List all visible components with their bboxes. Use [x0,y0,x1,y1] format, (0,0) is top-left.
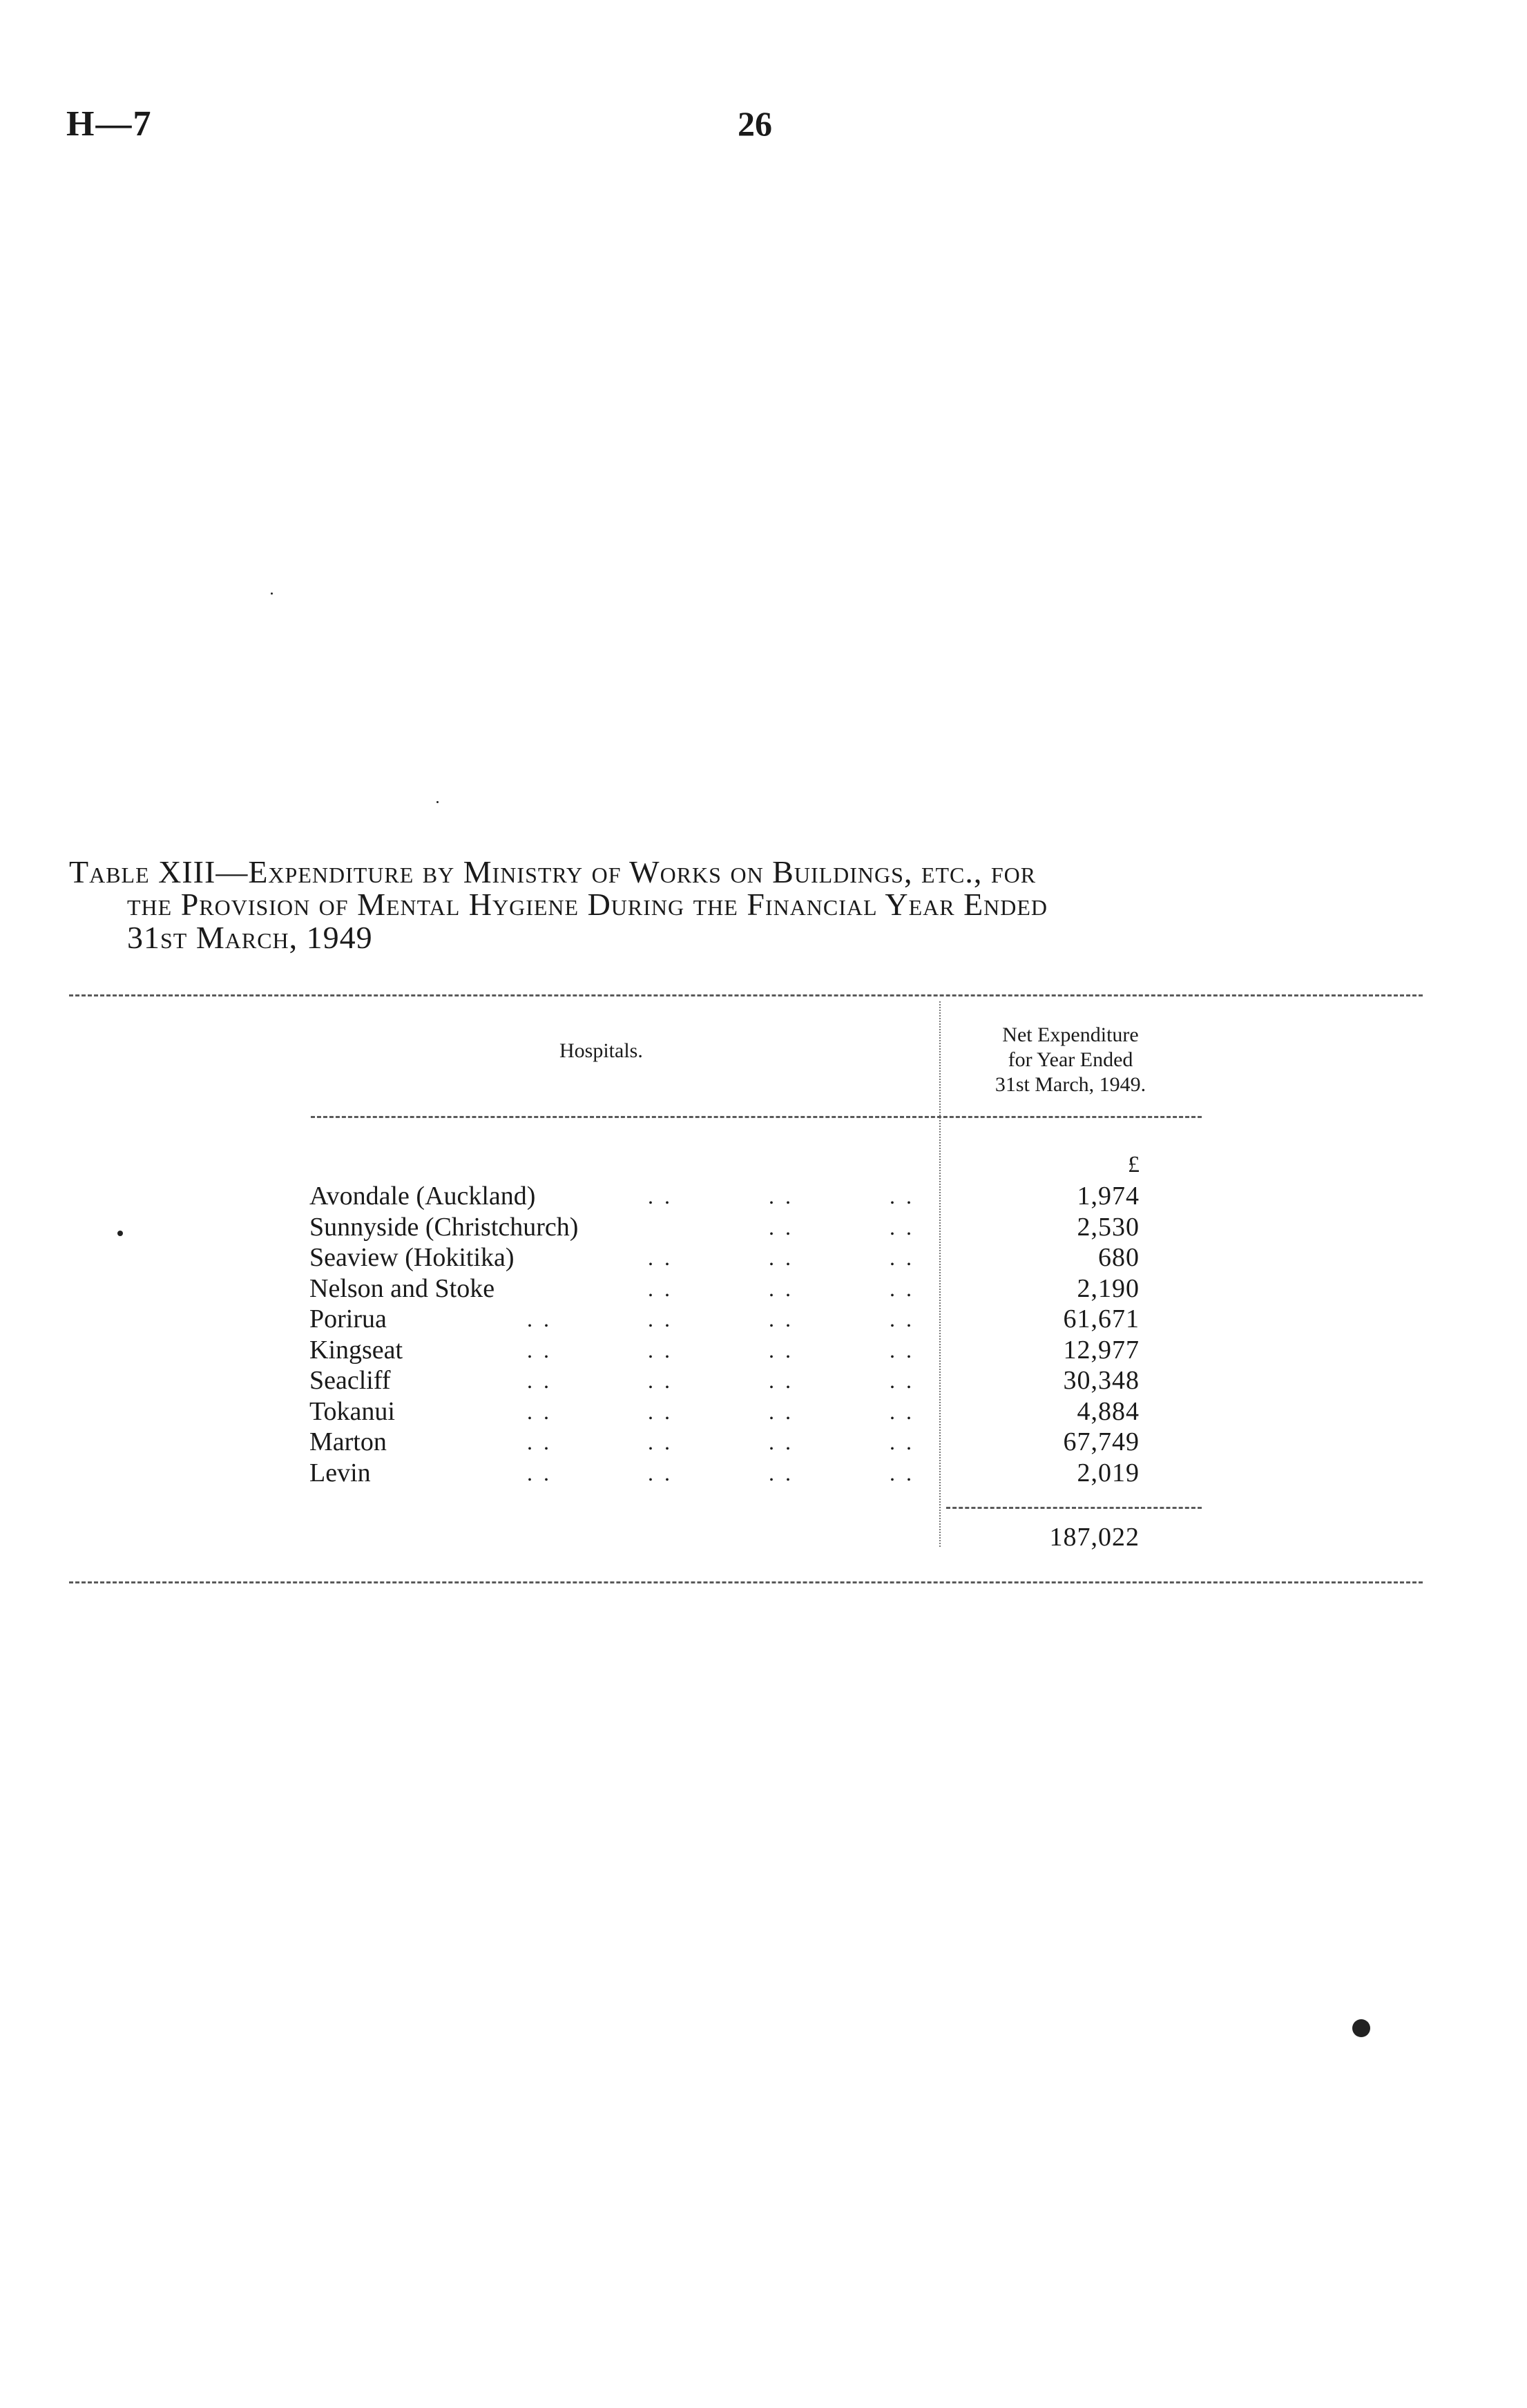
scan-speck [1352,2019,1370,2037]
table-title-line-3: 31st March, 1949 [127,920,373,955]
expenditure-amount: 680 [1098,1243,1140,1272]
expenditure-amount: 30,348 [1063,1366,1140,1395]
scan-speck [117,1231,123,1236]
table-row: Seacliff . . . . . . . . 30,348 [309,1366,1140,1395]
expenditure-amount: 2,019 [1077,1458,1140,1487]
hospital-name: Kingseat [309,1335,403,1365]
expenditure-amount: 12,977 [1063,1335,1140,1365]
hospital-name: Porirua [309,1304,387,1333]
hospital-name: Nelson and Stoke [309,1273,495,1303]
hospital-name: Marton [309,1427,387,1456]
currency-symbol: £ [1128,1152,1140,1177]
table-bottom-rule [69,1581,1423,1583]
table-row: Levin . . . . . . . . 2,019 [309,1458,1140,1487]
table-row: Sunnyside (Christchurch) . . . . 2,530 [309,1212,1140,1242]
expenditure-amount: 2,190 [1077,1273,1140,1303]
expenditure-header-line-3: 31st March, 1949. [995,1073,1146,1096]
hospital-name: Levin [309,1458,371,1487]
hospital-name: Tokanui [309,1396,395,1426]
table-row: Seaview (Hokitika) . . . . . . 680 [309,1243,1140,1272]
hospital-name: Sunnyside (Christchurch) [309,1212,579,1242]
expenditure-amount: 67,749 [1063,1427,1140,1456]
total-rule [946,1507,1202,1509]
expenditure-column-header [946,1023,1195,1097]
page-number: 26 [738,104,772,143]
hospital-name: Seacliff [309,1366,391,1395]
scan-speck [436,801,439,803]
table-row: Tokanui . . . . . . . . 4,884 [309,1396,1140,1426]
table-title-line-2: the Provision of Mental Hygiene During the Financial Year Ended [127,887,1048,922]
expenditure-amount: 1,974 [1077,1182,1140,1211]
expenditure-header-line-1: Net Expenditure [1002,1023,1139,1046]
header-bottom-rule [311,1116,1202,1118]
expenditure-amount: 4,884 [1077,1396,1140,1426]
table-title-line-1: Table XIII—Expenditure by Ministry of Works on Buildings, etc., for [69,854,1037,889]
expenditure-amount: 2,530 [1077,1212,1140,1242]
table-row: Avondale (Auckland) . . . . . . 1,974 [309,1182,1140,1211]
hospital-name: Seaview (Hokitika) [309,1243,515,1272]
document-reference: H—7 [66,104,153,144]
table-row: Porirua . . . . . . . . 61,671 [309,1304,1140,1333]
table-row: Nelson and Stoke . . . . . . 2,190 [309,1273,1140,1303]
table-row: Kingseat . . . . . . . . 12,977 [309,1335,1140,1365]
hospitals-column-header: Hospitals. [559,1039,643,1062]
expenditure-header-line-2: for Year Ended [1008,1048,1133,1071]
table-top-rule [69,994,1423,996]
scan-speck [271,593,273,595]
table-row: Marton . . . . . . . . 67,749 [309,1427,1140,1456]
hospital-rows [309,1181,1207,1488]
expenditure-amount: 61,671 [1063,1304,1140,1333]
total-amount: 187,022 [1049,1523,1140,1552]
hospital-name: Avondale (Auckland) [309,1182,536,1211]
